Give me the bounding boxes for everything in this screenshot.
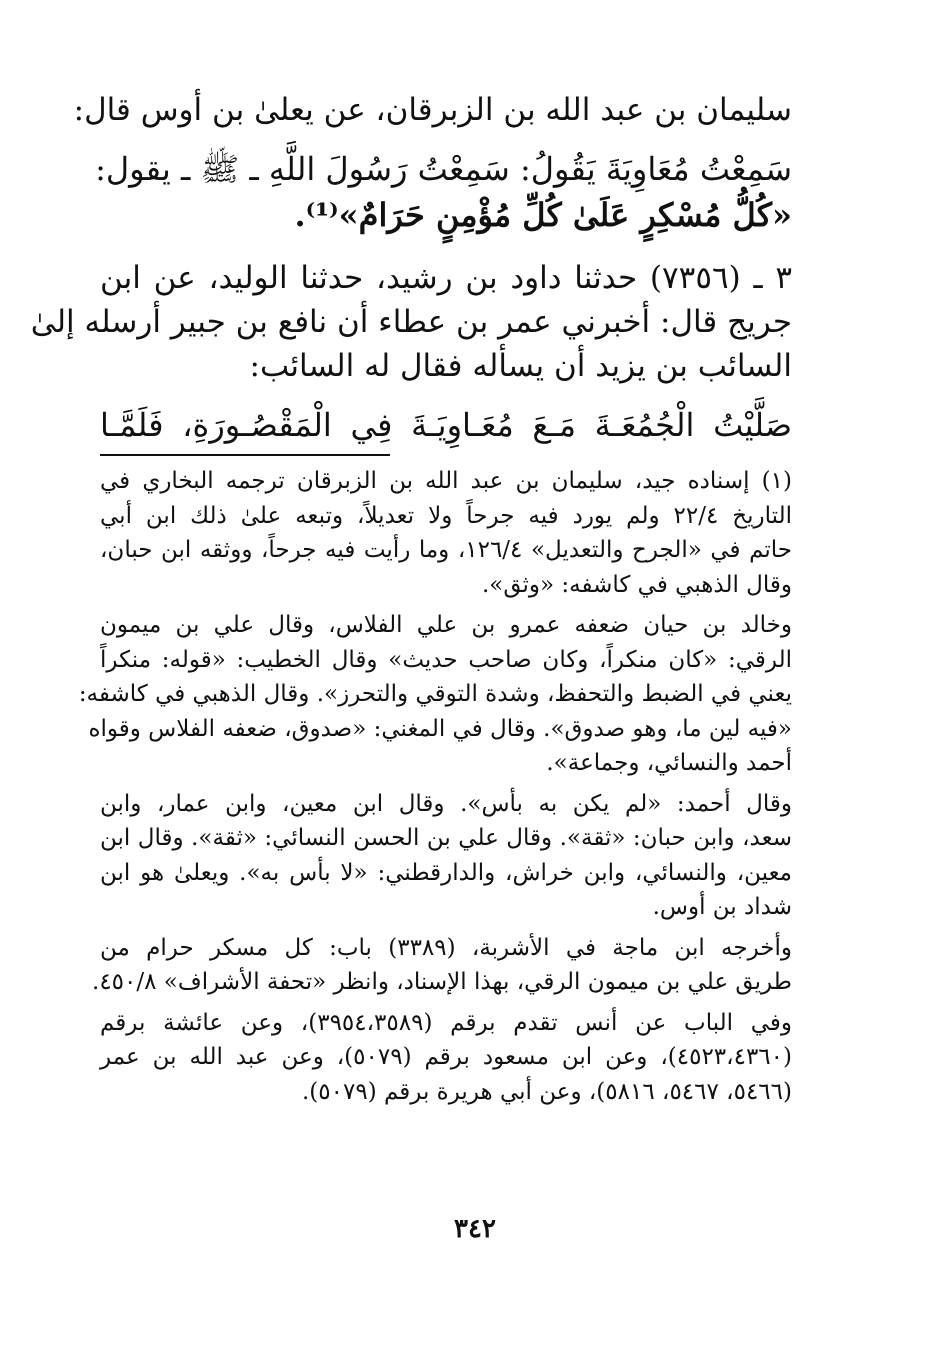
- footnote-line: وخالد بن حيان ضعفه عمرو بن علي الفلاس، وقال علي بن ميمون: [100, 612, 792, 638]
- footnote-line: (٤٥٢٣،٤٣٦٠)، وعن ابن مسعود برقم (٥٠٧٩)، وعن عبد الله بن عمر: [100, 1044, 792, 1070]
- footnote-line: يعني في الضبط والتحفظ، وشدة التوقي والتحرز». وقال الذهبي في كاشفه:: [78, 681, 792, 707]
- footnote-line: شداد بن أوس.: [652, 894, 792, 920]
- footnote-line: وقال الذهبي في كاشفه: «وثق».: [481, 571, 792, 598]
- paragraph-3-line-1: ٣ ـ (٧٣٥٦) حدثنا داود بن رشيد، حدثنا الوليد، عن ابن: [100, 260, 793, 296]
- hadith-2-line-1: صَلَّيْتُ الْجُمُعَـةَ مَـعَ مُعَـاوِيَـةَ فِي الْمَقْصُـورَةِ، فَلَمَّـا: [100, 406, 792, 444]
- footnote-paragraph-ahmad: [100, 787, 792, 925]
- paragraph-3-line-2: جريج قال: أخبرني عمر بن عطاء أن نافع بن جبير أرسله إلىٰ: [30, 304, 792, 340]
- footnote-line: وفي الباب عن أنس تقدم برقم (٣٩٥٤،٣٥٨٩)، وعن عائشة برقم: [100, 1009, 793, 1036]
- footnote-line: وقال أحمد: «لم يكن به بأس». وقال ابن معين، وابن عمار، وابن: [100, 790, 792, 817]
- footnote-line: (١) إسناده جيد، سليمان بن عبد الله بن الزبرقان ترجمه البخاري في: [100, 468, 792, 494]
- footnote-line: أحمد والنسائي، وجماعة».: [546, 750, 792, 776]
- footnote-1: [100, 464, 792, 602]
- footnote-line: حاتم في «الجرح والتعديل» ١٢٦/٤، وما رأيت فيه جرحاً، ووثقه ابن حبان،: [100, 537, 793, 563]
- paragraph-3-line-3: السائب بن يزيد أن يسأله فقال له السائب:: [249, 348, 792, 384]
- footnote-separator: [100, 454, 390, 456]
- footnote-paragraph-khalid: [78, 608, 792, 781]
- footnote-line: معين، والنسائي، وابن خراش، والدارقطني: «لا بأس به». ويعلىٰ هو ابن: [100, 859, 792, 886]
- page-number: ٣٤٢: [454, 1214, 496, 1244]
- footnote-paragraph-ibn-majah: [92, 931, 792, 1000]
- footnote-line: «فيه لين ما، وهو صدوق». وقال في المغني: «صدوق، ضعفه الفلاس وقواه: [88, 715, 792, 742]
- footnote-line: التاريخ ٢٢/٤ ولم يورد فيه جرحاً ولا تعديلاً، وتبعه علىٰ ذلك ابن أبي: [100, 502, 792, 529]
- footnote-paragraph-bab: [100, 1006, 792, 1110]
- hadith-1-line-1: سَمِعْتُ مُعَاوِيَةَ يَقُولُ: سَمِعْتُ رَسُولَ اللَّهِ ـ ﷺ ـ يقول:: [95, 150, 792, 188]
- footnote-line: (٥٤٦٦، ٥٤٦٧، ٥٨١٦)، وعن أبي هريرة برقم (٥٠٧٩).: [301, 1078, 792, 1105]
- footnote-line: سعد، وابن حبان: «ثقة». وقال علي بن الحسن النسائي: «ثقة». وقال ابن: [100, 825, 792, 851]
- footnote-line: وأخرجه ابن ماجة في الأشربة، (٣٣٨٩) باب: كل مسكر حرام من: [100, 934, 792, 961]
- page-body: [30, 88, 793, 1109]
- intro-line: سليمان بن عبد الله بن الزبرقان، عن يعلىٰ بن أوس قال:: [73, 92, 792, 128]
- footnote-line: طريق علي بن ميمون الرقي، بهذا الإسناد، وانظر «تحفة الأشراف» ٤٥٠/٨.: [92, 969, 792, 995]
- hadith-1-line-2: «كُلُّ مُسْكِرٍ عَلَىٰ كُلِّ مُؤْمِنٍ حَرَامٌ»⁽¹⁾.: [294, 196, 792, 234]
- footnote-line: الرقي: «كان منكراً، وكان صاحب حديث» وقال الخطيب: «قوله: منكراً: [100, 646, 792, 673]
